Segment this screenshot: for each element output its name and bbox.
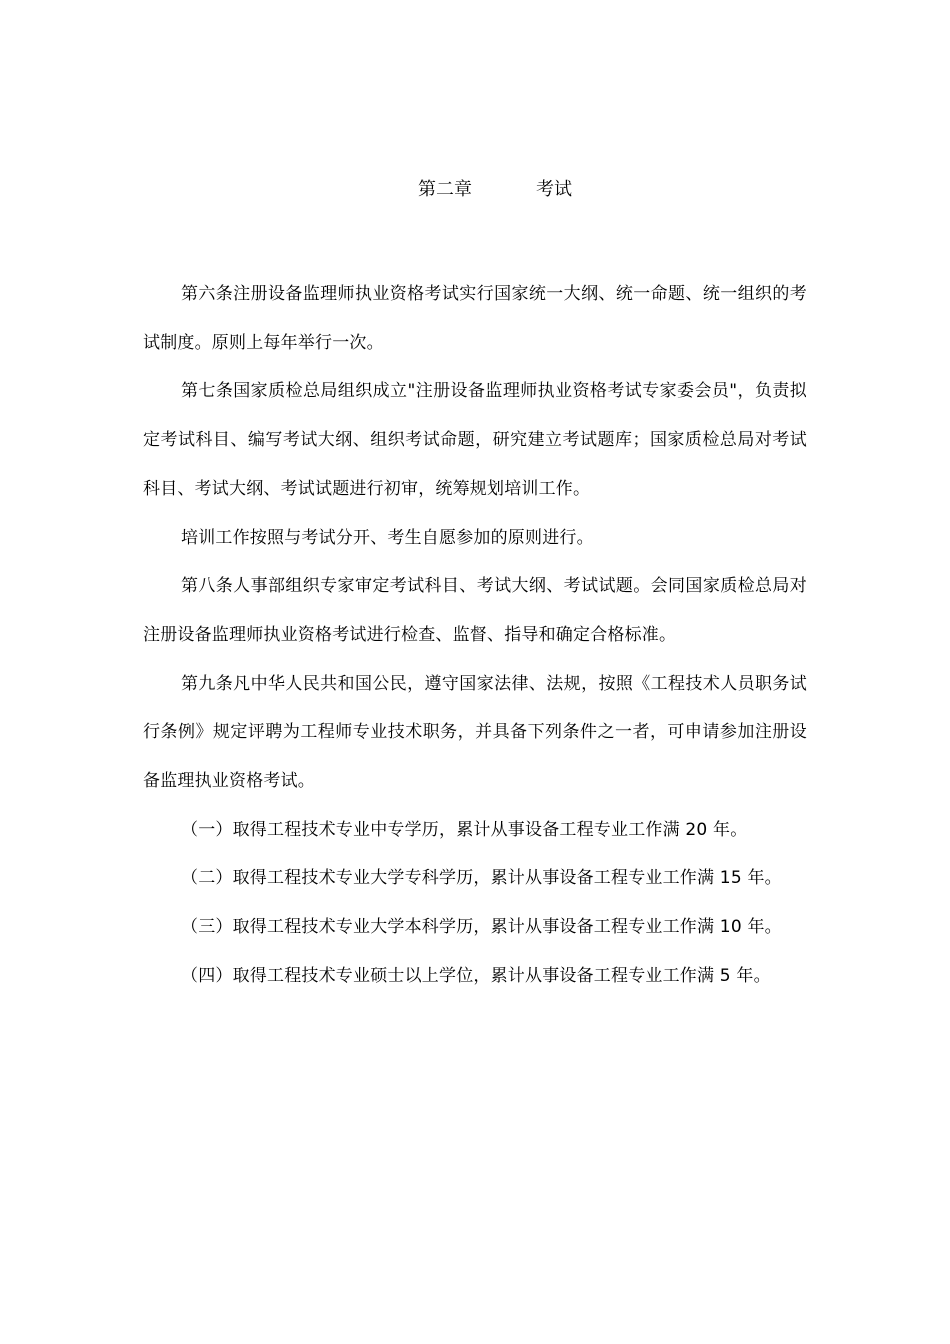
chapter-name: 考试 xyxy=(536,179,572,200)
condition-1-paragraph: （一）取得工程技术专业中专学历，累计从事设备工程专业工作满 20 年。 xyxy=(181,819,748,840)
chapter-title xyxy=(0,172,950,208)
article-8-paragraph: 第八条人事部组织专家审定考试科目、考试大纲、考试试题。会同国家质检总局对注册设备监理师执业资格考试进行检查、监督、指导和确定合格标准。 xyxy=(143,576,807,645)
condition-2-paragraph: （二）取得工程技术专业大学专科学历，累计从事设备工程专业工作满 15 年。 xyxy=(181,868,782,889)
article-9-paragraph: 第九条凡中华人民共和国公民，遵守国家法律、法规，按照《工程技术人员职务试行条例》规定评聘为工程师专业技术职务，并具备下列条件之一者，可申请参加注册设备监理执业资格考试。 xyxy=(143,673,807,792)
article-7-paragraph: 第七条国家质检总局组织成立"注册设备监理师执业资格考试专家委会员"，负责拟定考试科目、编写考试大纲、组织考试命题，研究建立考试题库；国家质检总局对考试科目、考试大纲、考试试题进行初审，统筹规划培训工作。 xyxy=(143,381,807,499)
document-body xyxy=(143,270,807,1001)
chapter-number: 第二章 xyxy=(418,179,472,200)
training-paragraph: 培训工作按照与考试分开、考生自愿参加的原则进行。 xyxy=(181,527,594,548)
condition-3-paragraph: （三）取得工程技术专业大学本科学历，累计从事设备工程专业工作满 10 年。 xyxy=(181,917,782,938)
article-6-paragraph: 第六条注册设备监理师执业资格考试实行国家统一大纲、统一命题、统一组织的考试制度。原则上每年举行一次。 xyxy=(143,284,807,353)
condition-4-paragraph: （四）取得工程技术专业硕士以上学位，累计从事设备工程专业工作满 5 年。 xyxy=(181,965,771,986)
